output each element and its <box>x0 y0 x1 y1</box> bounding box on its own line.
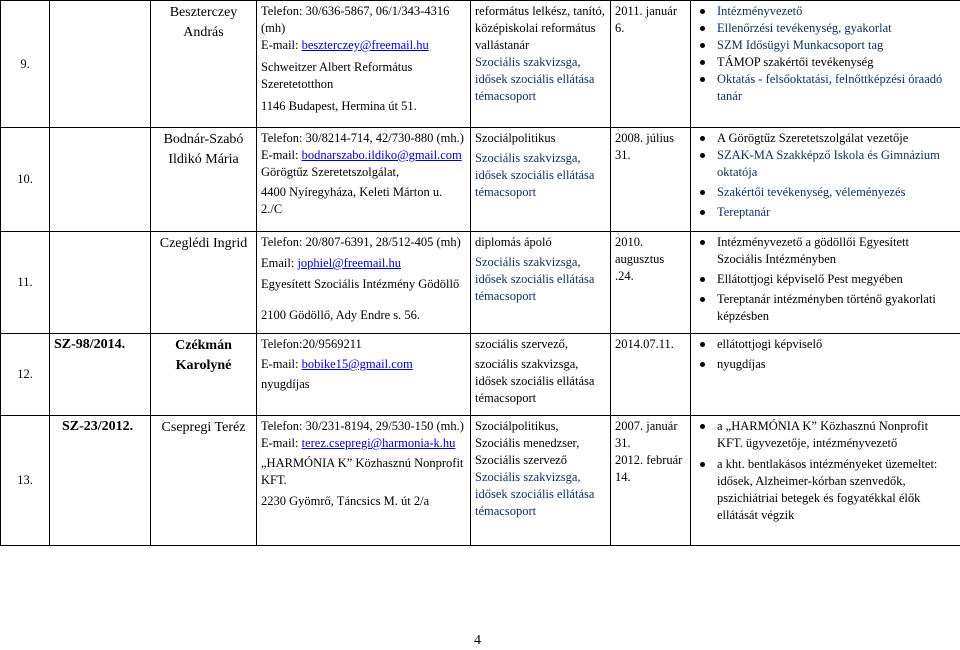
registration-date: 2008. július 31. <box>611 128 691 232</box>
qualification: református lelkész, tanító, középiskolai református vallástanár <box>475 4 605 52</box>
email-line: E-mail: terez.csepregi@harmonia-k.hu <box>261 436 456 450</box>
registration-number <box>50 1 151 128</box>
organization: Schweitzer Albert Református Szeretetotthon <box>261 60 413 91</box>
table-row <box>1 1 960 128</box>
organization: Görögtűz Szeretetszolgálat, <box>261 165 400 179</box>
table-row <box>1 232 960 334</box>
address: 4400 Nyíregyháza, Keleti Márton u. 2./C <box>261 185 443 216</box>
bullet-icon <box>700 424 705 429</box>
email-line: E-mail: beszterczey@freemail.hu <box>261 38 429 52</box>
activities-cell <box>691 1 960 128</box>
bullet-icon <box>700 342 705 347</box>
phone: Telefon: 30/8214-714, 42/730-880 (mh.) <box>261 131 464 145</box>
phone: Telefon: 30/636-5867, 06/1/343-4316 (mh) <box>261 4 450 35</box>
registration-date: 2010. augusztus .24. <box>611 232 691 334</box>
table-row <box>1 128 960 232</box>
bullet-icon <box>700 153 705 158</box>
registration-number <box>50 128 151 232</box>
qualification-cell <box>471 1 611 128</box>
phone: Telefon: 20/807-6391, 28/512-405 (mh) <box>261 235 461 249</box>
exam-section: Szociális szakvizsga, idősek szociális ellátása témacsoport <box>475 470 595 518</box>
exam-section: Szociális szakvizsga, idősek szociális ellátása témacsoport <box>475 151 595 199</box>
qualification-cell <box>471 334 611 416</box>
email-line: E-mail: bodnarszabo.ildiko@gmail.com <box>261 148 462 162</box>
bullet-icon <box>700 43 705 48</box>
bullet-icon <box>700 240 705 245</box>
list-item: ellátottjogi képviselő <box>695 336 956 353</box>
address: 2100 Gödöllő, Ady Endre s. 56. <box>261 308 421 322</box>
bullet-icon <box>700 297 705 302</box>
contact-cell <box>257 334 471 416</box>
organization: Egyesített Szociális Intézmény Gödöllő <box>261 277 460 291</box>
activities-cell <box>691 232 960 334</box>
contact-cell <box>257 232 471 334</box>
organization: nyugdíjas <box>261 377 310 391</box>
list-item: nyugdíjas <box>695 356 956 373</box>
bullet-icon <box>700 210 705 215</box>
row-number: 13. <box>1 416 50 546</box>
qualification: szociális szervező, <box>475 337 569 351</box>
address: 2230 Gyömrő, Táncsics M. út 2/a <box>261 494 430 508</box>
email-line: E-mail: bobike15@gmail.com <box>261 357 413 371</box>
phone: Telefon: 30/231-8194, 29/530-150 (mh.) <box>261 419 464 433</box>
registration-date: 2011. január 6. <box>611 1 691 128</box>
bullet-icon <box>700 26 705 31</box>
row-number: 10. <box>1 128 50 232</box>
contact-cell <box>257 1 471 128</box>
registration-date: 2014.07.11. <box>611 334 691 416</box>
activities-cell <box>691 416 960 546</box>
qualification-cell <box>471 416 611 546</box>
list-item: Oktatás - felsőoktatási, felnőttképzési óraadó tanár <box>695 71 956 105</box>
bullet-icon <box>700 190 705 195</box>
person-name: Bodnár-Szabó Ildikó Mária <box>151 128 257 232</box>
bullet-icon <box>700 9 705 14</box>
page-number: 4 <box>474 633 481 648</box>
email-link[interactable]: jophiel@freemail.hu <box>297 256 401 270</box>
email-link[interactable]: terez.csepregi@harmonia-k.hu <box>301 436 456 450</box>
organization: „HARMÓNIA K” Közhasznú Nonprofit KFT. <box>261 456 464 487</box>
qualification: Szociálpolitikus, Szociális menedzser, Szociális szervező <box>475 419 580 467</box>
row-number: 11. <box>1 232 50 334</box>
list-item: Ellátottjogi képviselő Pest megyében <box>695 271 956 288</box>
registration-number <box>50 232 151 334</box>
person-name: Csepregi Teréz <box>151 416 257 546</box>
contact-cell <box>257 128 471 232</box>
list-item: A Görögtűz Szeretetszolgálat vezetője <box>695 130 956 147</box>
qualification-cell <box>471 128 611 232</box>
activities-cell <box>691 334 960 416</box>
bullet-icon <box>700 77 705 82</box>
registration-date: 2007. január 31. 2012. február 14. <box>611 416 691 546</box>
email-line: Email: jophiel@freemail.hu <box>261 256 401 270</box>
qualification-cell <box>471 232 611 334</box>
qualification: Szociálpolitikus <box>475 131 556 145</box>
row-number: 9. <box>1 1 50 128</box>
registration-number: SZ-98/2014. <box>50 334 151 416</box>
bullet-icon <box>700 136 705 141</box>
exam-section: szociális szakvizsga, idősek szociális ellátása témacsoport <box>475 357 595 405</box>
bullet-icon <box>700 362 705 367</box>
list-item: Szakértői tevékenység, véleményezés <box>695 184 956 201</box>
bullet-icon <box>700 462 705 467</box>
person-name: Czeglédi Ingrid <box>151 232 257 334</box>
list-item: a kht. bentlakásos intézményeket üzemeltet: idősek, Alzheimer-kórban szenvedők, pszichiátriai betegek és fogyatékkal élők ellátását végzik <box>695 456 956 524</box>
email-link[interactable]: bobike15@gmail.com <box>301 357 413 371</box>
list-item: Tereptanár intézményben történő gyakorlati képzésben <box>695 291 956 325</box>
email-link[interactable]: bodnarszabo.ildiko@gmail.com <box>301 148 462 162</box>
person-name: Czékmán Karolyné <box>151 334 257 416</box>
contact-cell <box>257 416 471 546</box>
list-item: SZAK-MA Szakképző Iskola és Gimnázium oktatója <box>695 147 956 181</box>
list-item: TÁMOP szakértői tevékenység <box>695 54 956 71</box>
list-item: Tereptanár <box>695 204 956 221</box>
registration-number: SZ-23/2012. <box>50 416 151 546</box>
table-row <box>1 334 960 416</box>
list-item: Ellenőrzési tevékenység, gyakorlat <box>695 20 956 37</box>
list-item: SZM Idősügyi Munkacsoport tag <box>695 37 956 54</box>
address: 1146 Budapest, Hermina út 51. <box>261 99 417 113</box>
exam-section: Szociális szakvizsga, idősek szociális ellátása témacsoport <box>475 55 595 103</box>
row-number: 12. <box>1 334 50 416</box>
email-link[interactable]: beszterczey@freemail.hu <box>301 38 429 52</box>
activities-cell <box>691 128 960 232</box>
table-row <box>1 416 960 546</box>
list-item: Intézményvezető <box>695 3 956 20</box>
list-item: a „HARMÓNIA K” Közhasznú Nonprofit KFT. ügyvezetője, intézményvezető <box>695 418 956 452</box>
list-item: Intézményvezető a gödöllői Egyesített Szociális Intézményben <box>695 234 956 268</box>
bullet-icon <box>700 277 705 282</box>
phone: Telefon:20/9569211 <box>261 337 362 351</box>
bullet-icon <box>700 60 705 65</box>
person-name: Beszterczey András <box>151 1 257 128</box>
qualification: diplomás ápoló <box>475 235 552 249</box>
exam-section: Szociális szakvizsga, idősek szociális ellátása témacsoport <box>475 255 595 303</box>
